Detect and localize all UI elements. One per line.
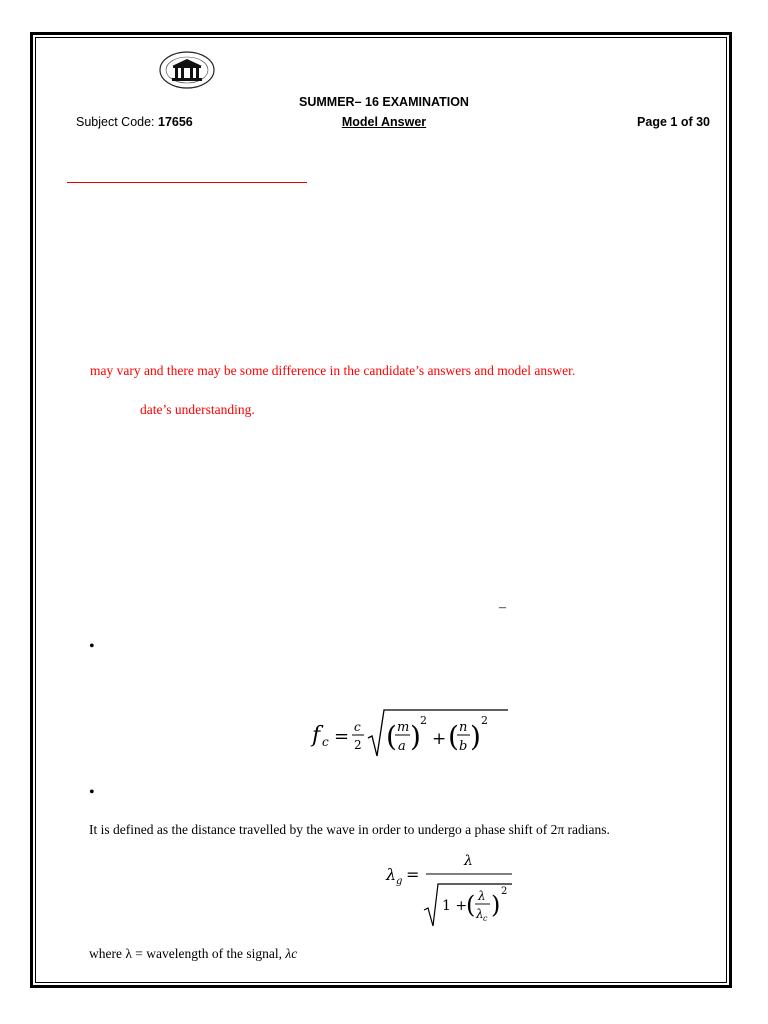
svg-text:n: n	[459, 720, 468, 735]
header-rule	[67, 182, 307, 183]
svg-text:λ: λ	[476, 907, 484, 921]
where-clause	[89, 946, 297, 962]
svg-text:): )	[410, 720, 421, 753]
page-number: Page 1 of 30	[637, 115, 710, 129]
svg-text:m: m	[397, 720, 410, 735]
svg-text:2: 2	[481, 714, 488, 727]
bullet-2: •	[89, 784, 95, 801]
svg-text:c: c	[354, 720, 361, 734]
svg-text:+: +	[432, 729, 447, 749]
cutoff-frequency-equation	[310, 704, 510, 764]
svg-text:λ: λ	[478, 889, 486, 903]
svg-text:g: g	[396, 876, 403, 887]
guide-wavelength-equation	[384, 850, 524, 930]
subject-code-label: Subject Code:	[76, 115, 158, 129]
svg-text:=: =	[334, 726, 350, 747]
svg-text:λ: λ	[464, 853, 473, 869]
instruction-line-1: may vary and there may be some difference in the candidate’s answers and model answer.	[90, 363, 576, 378]
svg-text:=: =	[406, 865, 420, 884]
subject-code-value: 17656	[158, 115, 193, 129]
svg-text:λ: λ	[386, 865, 397, 884]
svg-text:b: b	[459, 739, 468, 754]
where-text: where λ = wavelength of the signal,	[89, 946, 286, 961]
svg-text:): )	[491, 891, 501, 919]
svg-text:a: a	[398, 739, 406, 754]
svg-text:(: (	[466, 891, 476, 919]
svg-text:): )	[470, 720, 481, 753]
svg-text:(: (	[386, 720, 397, 753]
dash-mark: –	[499, 600, 506, 615]
svg-text:f: f	[312, 723, 321, 748]
instruction-line-2: date’s understanding.	[140, 402, 255, 417]
svg-text:2: 2	[354, 738, 362, 752]
svg-text:c: c	[322, 735, 329, 749]
svg-text:1 +: 1 +	[442, 898, 468, 914]
svg-text:(: (	[448, 720, 459, 753]
page-border-inner	[35, 37, 727, 983]
model-answer-heading: Model Answer	[341, 115, 427, 129]
svg-text:c: c	[483, 914, 488, 923]
svg-text:2: 2	[501, 886, 508, 897]
board-seal-logo	[158, 50, 216, 90]
guide-wavelength-definition: It is defined as the distance travelled by the wave in order to undergo a phase shift of 2π radians.	[89, 822, 610, 837]
bullet-1: •	[89, 638, 95, 655]
svg-text:2: 2	[420, 714, 427, 727]
cutoff-wavelength-symbol: λc	[285, 946, 298, 961]
exam-title: SUMMER– 16 EXAMINATION	[299, 95, 469, 109]
